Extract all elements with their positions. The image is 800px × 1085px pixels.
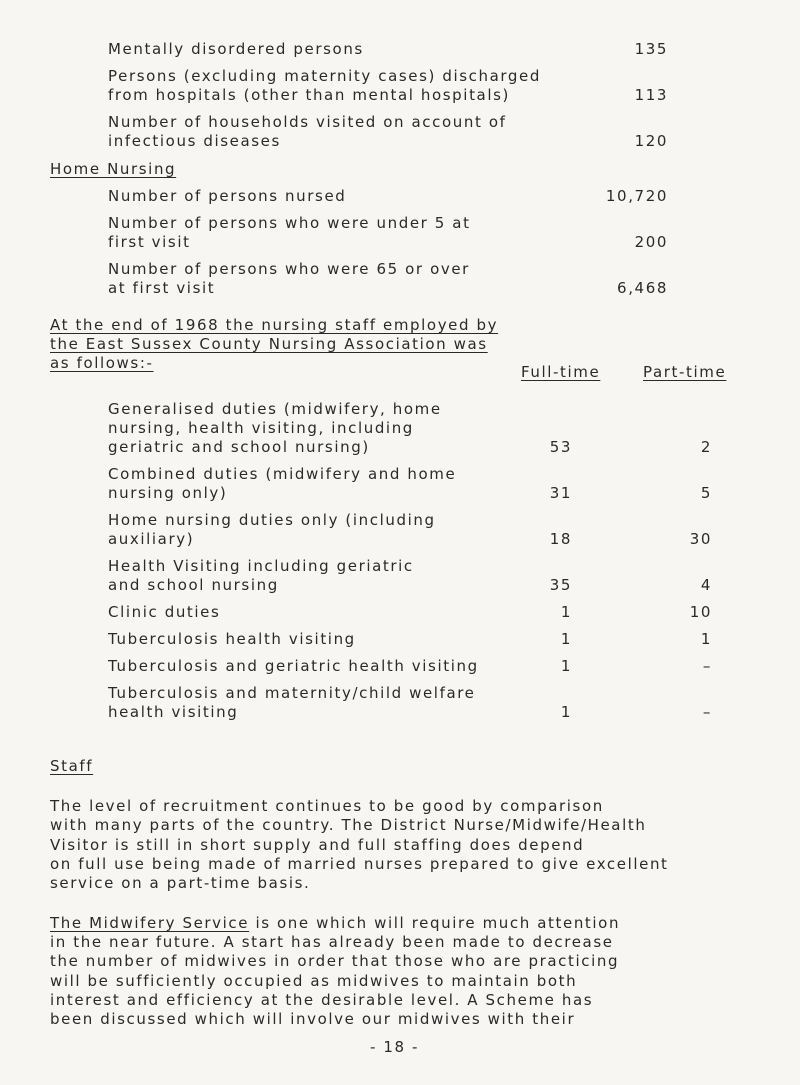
stat-value: 135 <box>634 40 668 58</box>
list-item-label: Number of persons who were 65 or over <box>108 260 470 278</box>
full-time-value: 1 <box>560 657 572 675</box>
staff-heading: Staff <box>50 757 94 775</box>
stat-label-line: from hospitals (other than mental hospitals) <box>108 86 510 104</box>
row-label-line: Generalised duties (midwifery, home <box>108 400 442 418</box>
staffing-intro-line: as follows:- <box>50 354 154 372</box>
part-time-value: – <box>702 657 712 675</box>
stat-label: Mentally disordered persons <box>108 40 364 58</box>
midwifery-first-line <box>50 914 620 933</box>
row-label-line: Tuberculosis health visiting <box>108 630 356 648</box>
part-time-value: 1 <box>700 630 712 648</box>
page-number: - 18 - <box>370 1038 420 1056</box>
column-header-full-time: Full-time <box>521 363 601 381</box>
full-time-value: 1 <box>560 703 572 721</box>
column-header-part-time: Part-time <box>643 363 727 381</box>
row-label-line: Clinic duties <box>108 603 221 621</box>
row-label-line: Tuberculosis and maternity/child welfare <box>108 684 476 702</box>
list-item-value: 200 <box>634 233 668 251</box>
list-item-value: 6,468 <box>617 279 668 297</box>
list-item-label: Number of persons who were under 5 at <box>108 214 471 232</box>
full-time-value: 53 <box>549 438 572 456</box>
part-time-value: 4 <box>700 576 712 594</box>
part-time-value: – <box>702 703 712 721</box>
part-time-value: 10 <box>689 603 712 621</box>
row-label-line: Health Visiting including geriatric <box>108 557 414 575</box>
staffing-intro-line: At the end of 1968 the nursing staff employed by <box>50 316 499 334</box>
full-time-value: 35 <box>549 576 572 594</box>
row-label-line: nursing, health visiting, including <box>108 419 414 437</box>
midwifery-heading: The Midwifery Service <box>50 914 250 932</box>
row-label-line: geriatric and school nursing) <box>108 438 370 456</box>
stat-value: 120 <box>634 132 668 150</box>
list-item-label: Number of persons nursed <box>108 187 347 205</box>
staff-paragraph: The level of recruitment continues to be good by comparison with many parts of the country. The District Nurse/Midwife/Health Visitor is still in short supply and full staffing does depend on full use being made of married nurses prepared to give excellent service on a part-time basis. <box>50 797 669 893</box>
staffing-intro-line: the East Sussex County Nursing Association was <box>50 335 488 353</box>
midwifery-first-line-text: is one which will require much attention <box>249 914 621 932</box>
full-time-value: 18 <box>549 530 572 548</box>
full-time-value: 1 <box>560 603 572 621</box>
full-time-value: 1 <box>560 630 572 648</box>
row-label-line: nursing only) <box>108 484 228 502</box>
part-time-value: 30 <box>689 530 712 548</box>
home-nursing-heading: Home Nursing <box>50 160 177 178</box>
row-label-line: Home nursing duties only (including <box>108 511 436 529</box>
part-time-value: 5 <box>700 484 712 502</box>
row-label-line: and school nursing <box>108 576 279 594</box>
full-time-value: 31 <box>549 484 572 502</box>
stat-label-line: Persons (excluding maternity cases) discharged <box>108 67 541 85</box>
list-item-value: 10,720 <box>605 187 668 205</box>
stat-label-line: infectious diseases <box>108 132 281 150</box>
part-time-value: 2 <box>700 438 712 456</box>
stat-label-line: Number of households visited on account of <box>108 113 507 131</box>
midwifery-paragraph: in the near future. A start has already been made to decrease the number of midwives in order that those who are practicing will be sufficiently occupied as midwives to maintain both interest and efficiency at the desirable level. A Scheme has been discussed which will involve our midwives with their <box>50 933 620 1029</box>
list-item-label: first visit <box>108 233 191 251</box>
row-label-line: auxiliary) <box>108 530 195 548</box>
row-label-line: health visiting <box>108 703 239 721</box>
row-label-line: Tuberculosis and geriatric health visiting <box>108 657 479 675</box>
stat-value: 113 <box>634 86 668 104</box>
list-item-label: at first visit <box>108 279 216 297</box>
row-label-line: Combined duties (midwifery and home <box>108 465 457 483</box>
